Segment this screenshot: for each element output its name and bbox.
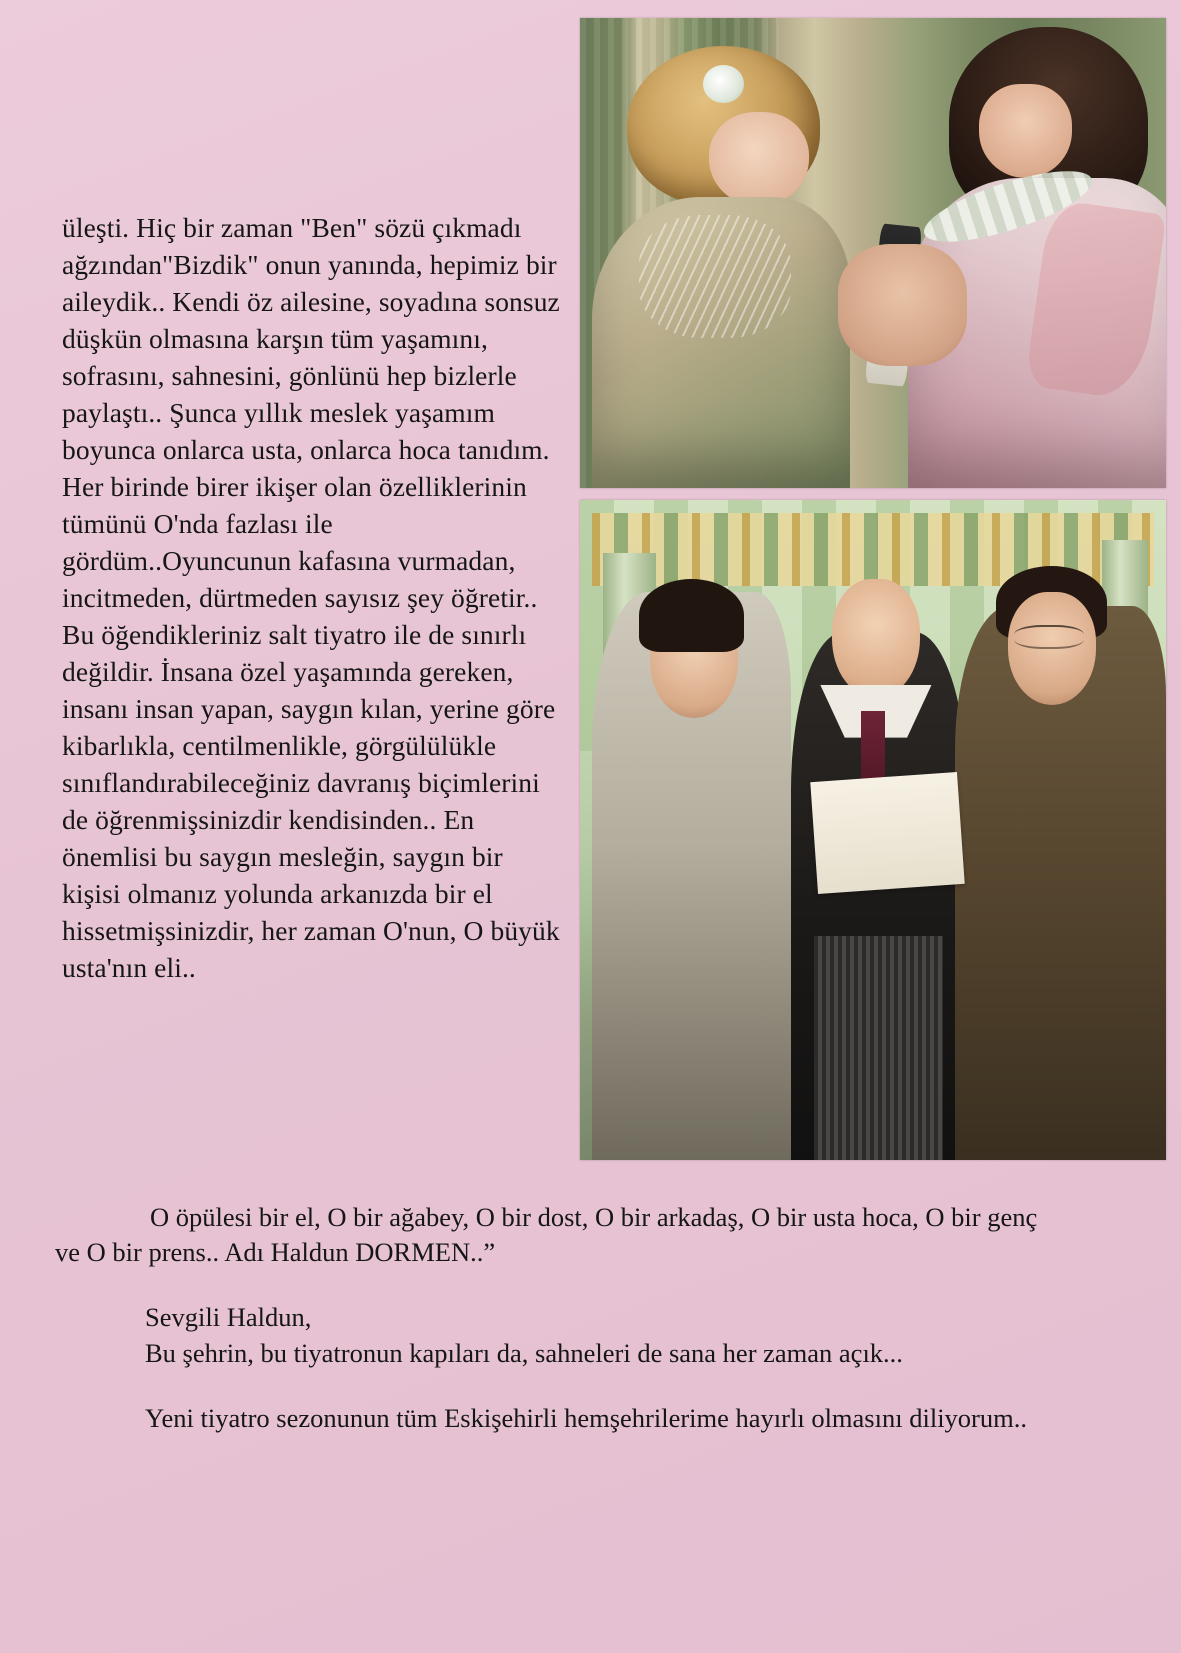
letter-prop bbox=[811, 772, 965, 894]
actress-blonde-face bbox=[709, 112, 809, 206]
gown-beading bbox=[639, 215, 791, 337]
hair-flower-icon bbox=[703, 65, 744, 103]
closing-quote bbox=[55, 1200, 1065, 1270]
main-text-column bbox=[62, 210, 562, 987]
actress-brunette-face bbox=[979, 84, 1073, 178]
closing-wish-text: Yeni tiyatro sezonunun tüm Eskişehirli hemşehrilerime hayırlı olmasını diliyorum.. bbox=[145, 1402, 1027, 1433]
photo-three-men-reading-letter bbox=[580, 500, 1166, 1160]
glasses-icon bbox=[1014, 625, 1084, 649]
actresses-hands bbox=[838, 244, 967, 366]
actor-left-hair bbox=[639, 579, 744, 652]
actor-center-trousers bbox=[814, 936, 943, 1160]
closing-wish bbox=[55, 1401, 1065, 1436]
actor-center-face bbox=[832, 579, 920, 698]
closing-salutation bbox=[55, 1300, 1065, 1370]
closing-salutation-body: Bu şehrin, bu tiyatronun kapıları da, sahneleri de sana her zaman açık... bbox=[145, 1337, 903, 1368]
closing-quote-text: O öpülesi bir el, O bir ağabey, O bir dost, O bir arkadaş, O bir usta hoca, O bir genç ve O bir prens.. Adı Haldun DORMEN..” bbox=[55, 1202, 1038, 1268]
closing-block bbox=[55, 1200, 1065, 1436]
photo-two-women-on-stage bbox=[580, 18, 1166, 488]
closing-salutation-text: Sevgili Haldun, bbox=[145, 1302, 312, 1333]
main-paragraph: üleşti. Hiç bir zaman "Ben" sözü çıkmadı ağzından"Bizdik" onun yanında, hepimiz bir aileydik.. Kendi öz ailesine, soyadına sonsuz düşkün olmasına karşın tüm yaşamını, sofrasını, sahnesini, gönlünü hep bizlerle paylaştı.. Şunca yıllık meslek yaşamım boyunca onlarca usta, onlarca hoca tanıdım. Her birinde birer ikişer olan özelliklerinin tümünü O'nda fazlası ile gördüm..Oyuncunun kafasına vurmadan, incitmeden, dürtmeden sayısız şey öğretir.. Bu öğendikleriniz salt tiyatro ile de sınırlı değildir. İnsana özel yaşamında gereken, insanı insan yapan, saygın kılan, yerine göre kibarlıkla, centilmenlikle, görgülülükle sınıflandırabileceğiniz davranış biçimlerini de öğrenmişsinizdir kendisinden.. En önemlisi bu saygın mesleğin, saygın bir kişisi olmanız yolunda arkanızda bir el hissetmişsinizdir, her zaman O'nun, O büyük usta'nın eli.. bbox=[62, 212, 560, 983]
